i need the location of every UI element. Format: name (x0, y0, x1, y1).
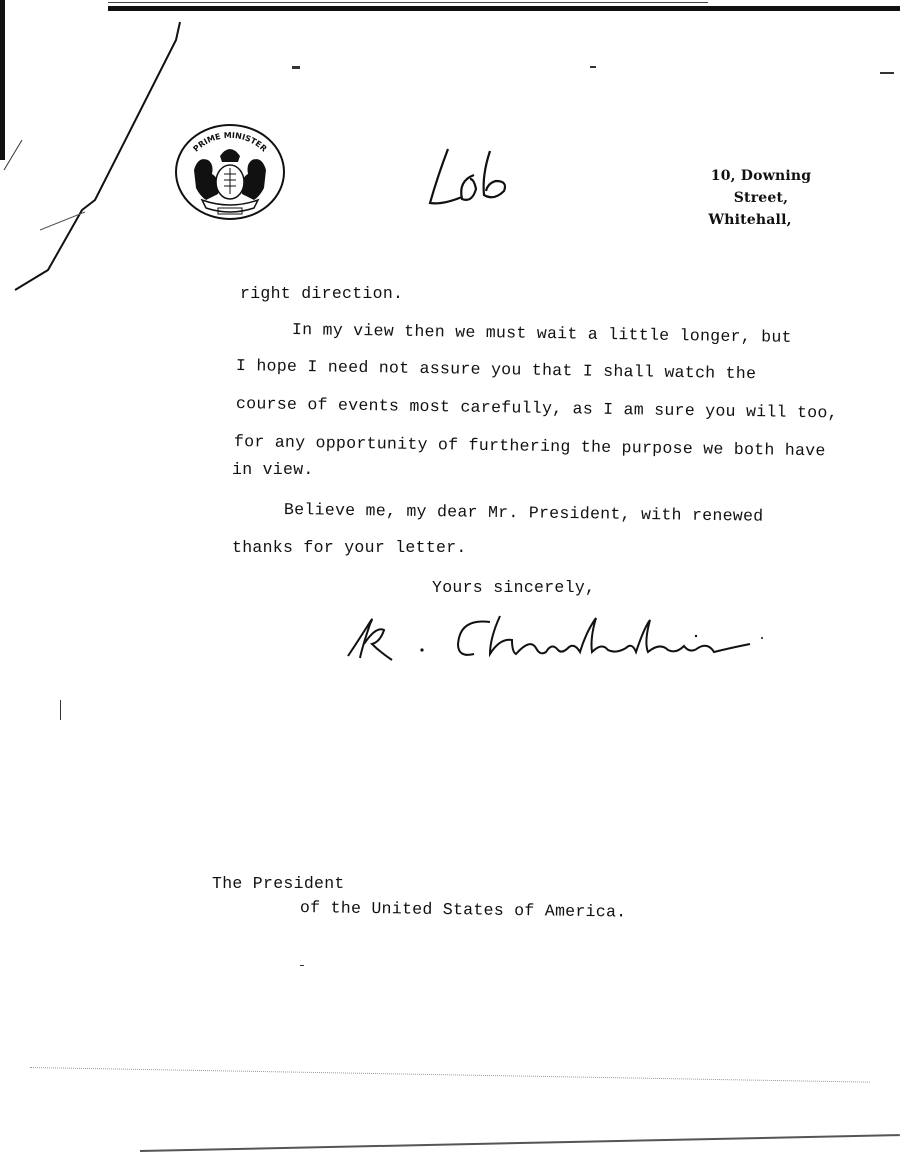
address-line-1: 10, Downing Street, (710, 168, 812, 206)
scan-speck (880, 72, 894, 74)
recipient-line-1: The President (212, 874, 345, 893)
scan-speck (300, 965, 304, 966)
prime-minister-crest-icon (174, 122, 286, 222)
paper-fold-line (0, 0, 200, 300)
scan-speck (590, 66, 596, 68)
body-line: Believe me, my dear Mr. President, with renewed (283, 500, 764, 526)
recipient-line-2: of the United States of America. (299, 898, 627, 922)
address-line-2: Whitehall, (708, 212, 792, 228)
body-line: for any opportunity of furthering the purpose we both have (233, 432, 826, 461)
body-line: in view. (232, 460, 314, 479)
signature-chamberlain (340, 608, 780, 678)
letterhead-address (660, 165, 840, 231)
body-line: course of events most carefully, as I am sure you will too, (235, 394, 838, 423)
body-line: In my view then we must wait a little longer, but (291, 320, 792, 347)
scan-bottom-edge (140, 1134, 900, 1152)
scan-top-edge (108, 6, 900, 11)
body-line: right direction. (240, 284, 404, 303)
scan-artifact-line (30, 1067, 870, 1083)
svg-text:PRIME MINISTER: PRIME MINISTER (191, 130, 269, 154)
handwritten-document-number (412, 145, 512, 215)
body-line: thanks for your letter. (232, 538, 467, 557)
body-line: I hope I need not assure you that I shall watch the (235, 356, 757, 384)
valediction: Yours sincerely, (432, 578, 596, 597)
scan-speck (60, 700, 61, 720)
scan-speck (292, 66, 300, 69)
